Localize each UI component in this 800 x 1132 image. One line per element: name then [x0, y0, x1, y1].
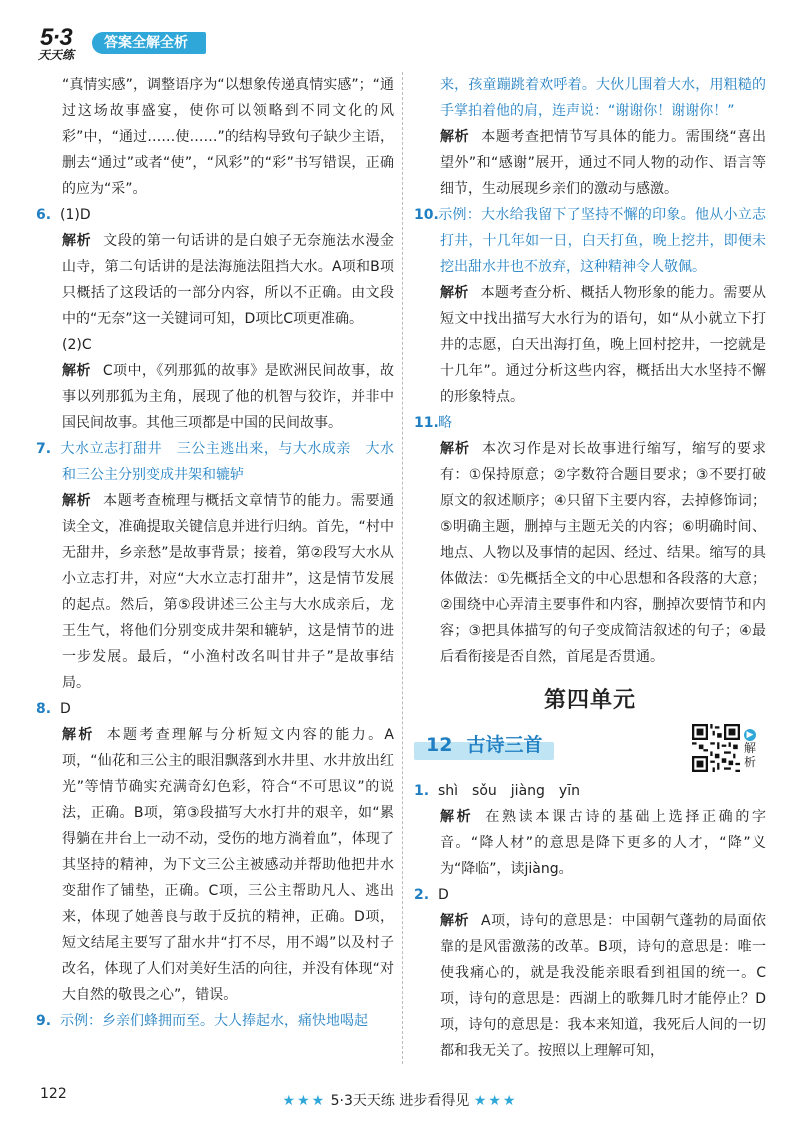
play-arrow-icon: ▶	[744, 729, 756, 741]
page-number: 122	[40, 1086, 67, 1102]
q8-analysis-text: 本题考查理解与分析短文内容的能力。A项，“仙花和三公主的眼泪飘落到水井里、水井放出红光”等情节确实充满奇幻色彩，符合“不可思议”的说法，正确。B项，第③段描写大水打井的艰辛，如“累得躺在井台上一动不动，受伤的地方淌着血”，体现了其坚持的精神，为下文三公主被感动并帮助他把井水变甜作了铺垫，正确。C项，三公主帮助凡人、逃出来，体现了她善良与敢于反抗的精神，正确。D项，短文结尾主要写了甜水井“打不尽，用不竭”以及村子改名，体现了人们对美好生活的向往，并没有体现“对大自然的敬畏之心”，错误。	[62, 727, 395, 1003]
analysis-label: 解析	[440, 809, 474, 825]
q10-analysis	[414, 280, 766, 410]
q6-part1-answer: (1)D	[60, 207, 91, 223]
q8-answer	[36, 696, 394, 722]
q6-analysis-1-text: 文段的第一句话讲的是白娘子无奈施法水漫金山寺，第二句话讲的是法海施法阻挡大水。A项和B项只概括了这段话的一部分内容，所以不正确。由文段中的“无奈”这一关键词可知，D项比C项更准确。	[62, 233, 395, 327]
q7-analysis	[36, 488, 394, 696]
analysis-label: 解析	[62, 727, 95, 743]
analysis-label: 解析	[440, 913, 469, 929]
q10-answer-text: 示例：大水给我留下了坚持不懈的印象。他从小立志打井，十几年如一日，白天打鱼，晚上挖井，即便未挖出甜水井也不放弃，这种精神令人敬佩。	[438, 207, 766, 275]
footer-slogan-row	[0, 1090, 800, 1110]
q11-number: 11.	[414, 415, 439, 431]
q8-answer-text: D	[60, 701, 71, 717]
l12-q2-answer-text: D	[438, 887, 449, 903]
q9-answer	[36, 1008, 394, 1034]
q9-answer-text: 示例：乡亲们蜂拥而至。大人捧起水，痛快地喝起	[60, 1013, 368, 1029]
footer-slogan: 5·3天天练 进步看得见	[330, 1093, 470, 1109]
q6-number: 6.	[36, 207, 52, 223]
q10-analysis-text: 本题考查分析、概括人物形象的能力。需要从短文中找出描写大水行为的语句，如“从小就立下打井的志愿，白天出海打鱼，晚上回村挖井，一挖就是十几年”。通过分析这些内容，概括出大水坚持不懈的形象特点。	[440, 285, 767, 405]
l12-q2-number: 2.	[414, 887, 430, 903]
q6-analysis-1	[36, 228, 394, 332]
q7-number: 7.	[36, 441, 52, 457]
qr-label: 解析	[744, 741, 757, 769]
q6-answer-2: (2)C	[62, 337, 92, 353]
q5-continued: “真情实感”，调整语序为“以想象传递真情实感”；“通过这场故事盛宴，使你可以领略到不同文化的风彩”中，“通过……使……”的结构导致句子缺少主语，删去“通过”或者“使”，“风彩”的“彩”书写错误，正确的应为“采”。	[62, 77, 394, 197]
lesson-title	[426, 732, 556, 758]
l12-q1-answer-text: shì sǒu jiàng yīn	[438, 783, 580, 799]
left-column	[36, 72, 394, 1034]
footer-stars-left: ★★★	[282, 1093, 327, 1109]
qr-code-icon[interactable]	[692, 724, 740, 772]
lesson-header	[414, 728, 766, 772]
q11-analysis-text: 本次习作是对长故事进行缩写，缩写的要求有：①保持原意；②字数符合题目要求；③不要打破原文的叙述顺序；④只留下主要内容，去掉修饰词；⑤明确主题，删掉与主题无关的内容；⑥明确时间、地点、人物以及事情的起因、经过、结果。缩写的具体做法：①先概括全文的中心思想和各段落的大意；②围绕中心弄清主要事件和内容，删掉次要情节和内容；③把具体描写的句子变成简洁叙述的句子；④最后看衔接是否自然，首尾是否贯通。	[440, 441, 766, 665]
l12-q2-analysis	[414, 908, 766, 1064]
q11-analysis	[414, 436, 766, 670]
q10-answer	[414, 202, 766, 280]
q9-analysis-text: 本题考查把情节写具体的能力。需围绕“喜出望外”和“感谢”展开，通过不同人物的动作、语言等细节，生动展现乡亲们的激动与感激。	[440, 129, 766, 197]
l12-q1-analysis-text: 在熟读本课古诗的基础上选择正确的字音。“降人材”的意思是降下更多的人才，“降”义为“降临”，读jiàng。	[440, 809, 767, 877]
brand-logo	[36, 24, 86, 64]
right-column	[414, 72, 766, 1064]
l12-q2-analysis-text: A项，诗句的意思是：中国朝气蓬勃的局面依靠的是风雷激荡的改革。B项，诗句的意思是：唯一使我痛心的，就是我没能亲眼看到祖国的统一。C项，诗句的意思是：西湖上的歌舞几时才能停止？D项，诗句的意思是：我本来知道，我死后人间的一切都和我无关了。按照以上理解可知，	[440, 913, 767, 1059]
analysis-label: 解析	[440, 129, 470, 145]
header-title: 答案全解全析	[92, 32, 206, 54]
q7-analysis-text: 本题考查梳理与概括文章情节的能力。需要通读全文，准确提取关键信息并进行归纳。首先，“村中无甜井，乡亲愁”是故事背景；接着，第②段写大水从小立志打井，对应“大水立志打甜井”，这是情节发展的起点。然后，第⑤段讲述三公主与大水成亲后，龙王生气，将他们分别变成井架和辘轳，这是情节的进一步发展。最后，“小渔村改名叫甘井子”是故事结局。	[62, 493, 395, 691]
analysis-label: 解析	[440, 441, 470, 457]
q9-analysis	[414, 124, 766, 202]
q6-analysis-2	[36, 358, 394, 436]
analysis-label: 解析	[62, 493, 92, 509]
column-divider	[402, 72, 403, 1064]
l12-q1-answer	[414, 778, 766, 804]
l12-q2-answer	[414, 882, 766, 908]
l12-q1-analysis	[414, 804, 766, 882]
q11-answer-text: 略	[438, 415, 452, 431]
q8-number: 8.	[36, 701, 52, 717]
unit-title: 第四单元	[543, 688, 636, 713]
q6-answer-1	[36, 202, 394, 228]
analysis-label: 解析	[62, 233, 92, 249]
q6-analysis-2-text: C项中，《列那狐的故事》是欧洲民间故事，故事以列那狐为主角，展现了他的机智与狡诈，并非中国民间故事。其他三项都是中国的民间故事。	[62, 363, 394, 431]
logo-53: 5·3	[40, 24, 72, 51]
q7-answer-text: 大水立志打甜井 三公主逃出来，与大水成亲 大水和三公主分别变成井架和辘轳	[60, 441, 394, 483]
lesson-number: 12	[426, 734, 453, 756]
q10-number: 10.	[414, 207, 439, 223]
footer-stars-right: ★★★	[473, 1093, 518, 1109]
q7-answer	[36, 436, 394, 488]
lesson-name: 古诗三首	[466, 734, 543, 756]
analysis-label: 解析	[62, 363, 91, 379]
q9-answer-continued: 来，孩童蹦跳着欢呼着。大伙儿围着大水，用粗糙的手掌拍着他的肩，连声说：“谢谢你！谢谢你！”	[440, 77, 766, 119]
analysis-label: 解析	[440, 285, 469, 301]
l12-q1-number: 1.	[414, 783, 430, 799]
q8-analysis	[36, 722, 394, 1008]
q9-number: 9.	[36, 1013, 52, 1029]
q11-answer	[414, 410, 766, 436]
logo-tiantianlian: 天天练	[38, 48, 75, 62]
qr-caption[interactable]	[744, 726, 760, 769]
